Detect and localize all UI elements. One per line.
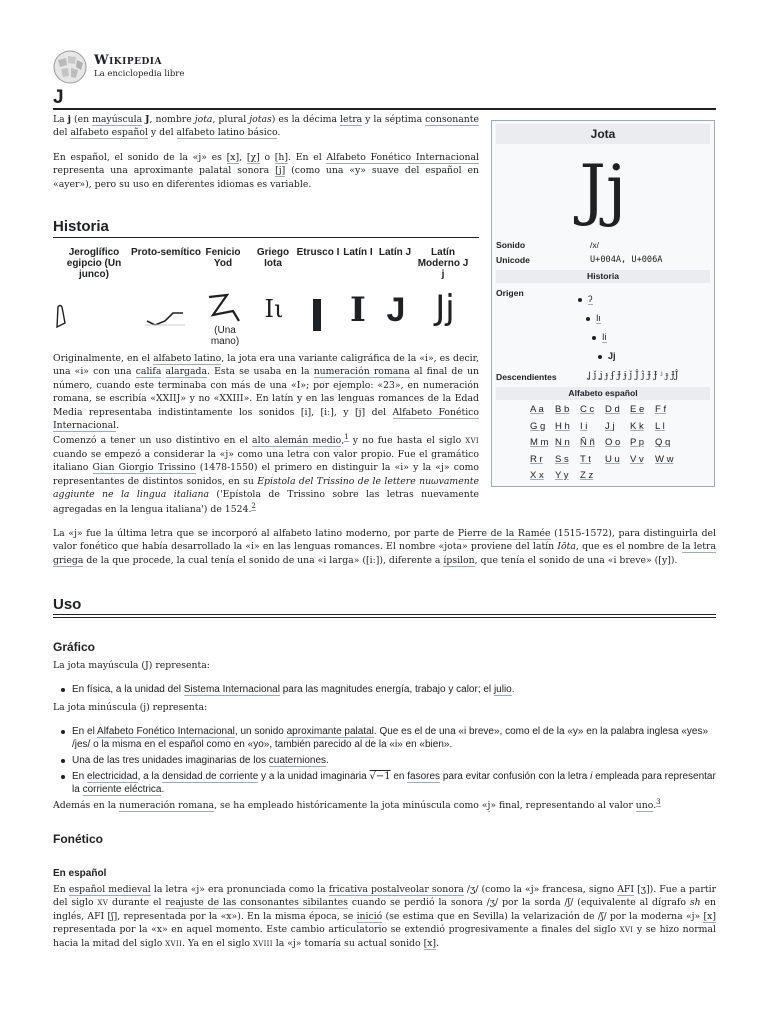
inline-link[interactable]: alto alemán medio [252, 435, 342, 447]
reference-link[interactable]: 1 [344, 433, 349, 441]
inline-link[interactable]: numeración romana [119, 800, 215, 812]
historia-paragraph-3: La «j» fue la última letra que se incorporó al alfabeto latino moderno, por parte de Pierre de la Ramée (1515-1572), para distinguirla del valor fonético que había desarrollado la «i» en las lenguas romances. El nombre «jota» proviene del latín Iōta, que es el nombre de la letra griega de la que procede, la cual tenía el sonido de una «i larga» ([iː]), diferente a ípsilon, que tenía el sonido de una «i breve» ([y]). [53, 528, 717, 566]
uso-divider-2 [53, 617, 716, 618]
inline-link[interactable]: ípsilon [443, 554, 475, 566]
inline-link[interactable]: alargada [165, 366, 208, 378]
subsection-fonetico: Fonético [53, 832, 103, 846]
inline-link[interactable]: alfabeto español [70, 127, 148, 139]
subsection-grafico: Gráfico [53, 640, 96, 654]
alfabeto-letter[interactable]: B b [555, 404, 570, 415]
inline-link[interactable]: alfabeto latino básico [176, 127, 278, 139]
inline-link[interactable]: [j] [275, 165, 286, 177]
latin-j-glyph: J [386, 291, 406, 329]
latin-i-glyph: I [350, 290, 366, 330]
inline-link[interactable]: corriente eléctrica [82, 784, 162, 795]
mayus-list [60, 683, 720, 699]
modern-jj-glyph: Jj [435, 288, 455, 328]
alfabeto-letter[interactable]: D d [605, 404, 620, 415]
alfabeto-letter[interactable]: S s [555, 453, 569, 465]
inline-link[interactable]: Alfabeto Fonético Internacional [97, 726, 235, 737]
greek-iota-glyph: Iι [264, 295, 284, 323]
list-item: En electricidad, a la densidad de corriente y a la unidad imaginaria √−1 en fasores para evitar confusión con la letra i empleada para representar la corriente eléctrica. [60, 770, 716, 796]
alfabeto-letter[interactable]: O o [605, 437, 621, 448]
origen-item[interactable]: Ii [592, 331, 607, 344]
inline-link[interactable]: mayúscula [92, 114, 143, 125]
evo-header: Proto-semítico [131, 247, 202, 258]
inline-link[interactable]: Alfabeto Fonético Internacional [53, 406, 479, 432]
sonido-label: Sonido [496, 240, 526, 250]
protosemitic-glyph [145, 309, 185, 327]
evo-header: Latín J [378, 247, 412, 258]
inline-link[interactable]: Pierre de la Ramée [457, 528, 551, 539]
inline-link[interactable]: Alfabeto Fonético Internacional [326, 152, 479, 163]
evo-header: Fenicio Yod [205, 247, 241, 269]
evolution-table [53, 247, 469, 352]
uso-divider [53, 614, 716, 615]
descendientes-label: Descendientes [496, 372, 557, 382]
inline-link[interactable]: [x] [226, 152, 240, 163]
inline-link[interactable]: julio [493, 684, 512, 695]
sonido-value: /x/ [590, 240, 600, 250]
inline-link[interactable]: AFI [617, 884, 635, 895]
evo-header: Jeroglífico egipcio (Un junco) [66, 247, 122, 280]
site-header [52, 50, 352, 84]
inline-link[interactable]: letra [340, 114, 363, 125]
tagline: La enciclopedia libre [94, 69, 185, 79]
inline-link[interactable]: uno [635, 800, 654, 812]
alfabeto-letter[interactable]: J j [605, 420, 615, 432]
alfabeto-letter[interactable]: I i [580, 420, 588, 432]
inline-link[interactable]: la letra griega [53, 541, 717, 566]
wordmark[interactable]: Wikipedia [94, 53, 162, 68]
inline-link[interactable]: j [487, 800, 491, 812]
list-item: En física, a la unidad del Sistema Internacional para las magnitudes energía, trabajo y calor; el julio. [60, 683, 720, 696]
evo-header: Griego Iota [256, 247, 290, 269]
romana-paragraph: Además en la numeración romana, se ha empleado históricamente la jota minúscula como «j» final, representando al valor uno.$^3$ [53, 798, 661, 812]
inline-link[interactable]: numeración romana [313, 366, 410, 378]
infobox-title: Jota [496, 124, 710, 144]
alfabeto-letter[interactable]: Q q [655, 437, 671, 448]
alfabeto-letter[interactable]: G g [530, 420, 546, 432]
origen-item[interactable]: ʔ [578, 293, 593, 306]
inline-link[interactable]: español medieval [68, 884, 151, 895]
alfabeto-letter[interactable]: Y y [555, 470, 569, 481]
alfabeto-letter[interactable]: R r [530, 453, 543, 465]
inline-link[interactable]: densidad de corriente [162, 771, 259, 782]
inline-link[interactable]: califa [135, 366, 162, 378]
inline-link[interactable]: fasores [407, 771, 441, 782]
phoenician-yod-glyph [205, 291, 243, 325]
reference-link[interactable]: 2 [251, 502, 256, 511]
inline-link[interactable]: [χ] [246, 152, 260, 163]
inline-link[interactable]: cuaterniones [268, 755, 327, 766]
alfabeto-header: Alfabeto español [496, 387, 710, 400]
alfabeto-letter[interactable]: M m [530, 437, 549, 448]
evo-header: Latín I [343, 247, 373, 258]
alfabeto-letter[interactable]: Ñ ñ [580, 437, 595, 448]
alfabeto-letter[interactable]: N n [555, 437, 570, 448]
section-historia: Historia [53, 218, 109, 235]
wikipedia-globe-logo[interactable] [52, 50, 88, 84]
alfabeto-letter[interactable]: W w [655, 453, 674, 465]
mayus-label: La jota mayúscula (J) representa: [53, 660, 210, 671]
alfabeto-letter[interactable]: K k [630, 420, 644, 432]
alfabeto-letter[interactable]: A a [530, 404, 544, 415]
intro-paragraph-2: En español, el sonido de la «j» es [x], [χ] o [h]. En el Alfabeto Fonético Internacional representa una aproximante palatal sonora [j] (como una «y» suave del español en «ayer»), pero su uso en diferentes idiomas es variable. [53, 152, 479, 190]
unicode-value: U+004A, U+006A [590, 255, 663, 265]
reference-link[interactable]: 3 [656, 798, 661, 806]
historia-paragraph-1: Originalmente, en el alfabeto latino, la jota era una variante caligráfica de la «i», es decir, una «i» con una califa alargada. Esta se usaba en la numeración romana al final de un número, cuando este terminaba con más de una «I»; por ejemplo: «23», en numeración romana, se escribía «XXIIJ» y no «XXIII». En latín y en las lenguas romances de la Edad Media representaba indistintamente los sonidos [i], [iː], y [j] del Alfabeto Fonético Internacional. [53, 353, 479, 432]
inline-link[interactable]: Sistema Internacional [183, 684, 280, 695]
section-uso: Uso [53, 596, 82, 613]
inline-link[interactable]: [x] [703, 910, 716, 922]
alfabeto-letter[interactable]: F f [655, 404, 667, 415]
infobox-historia-header: Historia [496, 270, 710, 283]
inline-link[interactable]: [x] [423, 937, 437, 949]
alfabeto-letter[interactable]: C c [580, 404, 595, 415]
alfabeto-letter[interactable]: T t [580, 453, 591, 465]
inline-link[interactable]: alfabeto latino [153, 353, 222, 364]
infobox [491, 120, 715, 487]
historia-paragraph-2: Comenzó a tener un uso distintivo en el alto alemán medio,$^1$ y no fue hasta el siglo XVI cuando se empezó a considerar la «j» como una letra con valor propio. Fue el gramático italiano Gian Giorgio Trissino (1478-1550) el primero en distinguir la «i» y la «j» como representantes de distintos sonidos, en su Epistola del Trissino de le lettere nuωvamente aggiunte ne la lingua italiana ('Epístola de Trissino sobre las letras nuevamente agregadas en la lengua italiana') de 1524.$^2$ [53, 433, 479, 516]
alfabeto-letter[interactable]: V v [630, 453, 644, 465]
alfabeto-letter[interactable]: L l [655, 420, 665, 432]
unicode-label: Unicode [496, 255, 530, 265]
inline-link[interactable]: fricativa postalveolar sonora [328, 884, 464, 895]
evo-header: Etrusco I [296, 247, 340, 258]
inline-link[interactable]: aproximante palatal [286, 726, 374, 737]
list-item: En el Alfabeto Fonético Internacional, un sonido aproximante palatal. Que es el de una «i breve», como el de la «y» en la palabra inglesa «yes» /jes/ o la misma en el español como en «yo», también parecido al de la «i» en «bien». [60, 725, 716, 751]
evo-note: (Una mano) [210, 325, 240, 347]
inline-link[interactable]: electricidad [87, 771, 138, 782]
origen-item: Jj [598, 350, 616, 363]
alfabeto-letter[interactable]: H h [555, 420, 570, 432]
inline-link[interactable]: reajuste de las consonantes sibilantes [165, 897, 348, 909]
alfabeto-letter[interactable]: Z z [580, 470, 594, 481]
inline-link[interactable]: consonante [425, 114, 480, 125]
alfabeto-letter[interactable]: P p [630, 437, 645, 448]
inline-link[interactable]: Gian Giorgio Trissino [92, 462, 196, 474]
subsection-en-espanol: En español [53, 868, 107, 879]
origen-label: Origen [496, 288, 524, 298]
infobox-glyph: Jj [579, 151, 627, 228]
minus-label: La jota minúscula (j) representa: [53, 702, 208, 713]
title-divider [53, 108, 716, 110]
historia-divider [53, 237, 479, 238]
alfabeto-letter[interactable]: E e [630, 404, 645, 415]
origen-item[interactable]: Iι [586, 312, 601, 325]
egyptian-reed-glyph [53, 303, 69, 329]
etruscan-i-glyph [313, 299, 321, 331]
espanol-paragraph: En español medieval la letra «j» era pronunciada como la fricativa postalveolar sonora /ʒ/ (como la «j» francesa, signo AFI [ʒ]). Fue a partir del siglo XV durante el reajuste de las consonantes sibilantes cuando se perdió la sonora /ʒ/ por la sorda /ʃ/ (equivalente al dígrafo sh en inglés, AFI [ʃ], representada por la «x»). En la misma época, se inició (se estima que en Sevilla) la velarización de /ʃ/ por la moderna «j» [x] representada por la «x» en aquel momento. Este cambio articulatorio se extendió progresivamente a finales del siglo XVI y se hizo normal hacia la mitad del siglo XVII. Ya en el siglo XVIII la «j» tomaría su actual sonido [x]. [53, 884, 717, 949]
alfabeto-letter[interactable]: U u [605, 453, 620, 465]
inline-link[interactable]: inició [356, 910, 383, 922]
minus-list [60, 725, 716, 799]
alfabeto-letter[interactable]: X x [530, 470, 544, 481]
intro-paragraph: La j (en mayúscula J, nombre jota, plural jotas) es la décima letra y la séptima consonante del alfabeto español y del alfabeto latino básico. [53, 114, 480, 139]
inline-link[interactable]: [h] [274, 152, 289, 163]
page-title: J [53, 87, 64, 108]
descendientes-value[interactable]: Ʝ ǰ ʝ ɟ ʄ Ɉ ɉ ǰ Ĵ ĵ Ɉ Ɉ ʲ ɟ ɈĴ [588, 371, 679, 381]
evo-header: Latín Moderno J j [417, 247, 469, 280]
list-item: Una de las tres unidades imaginarias de los cuaterniones. [60, 754, 716, 767]
